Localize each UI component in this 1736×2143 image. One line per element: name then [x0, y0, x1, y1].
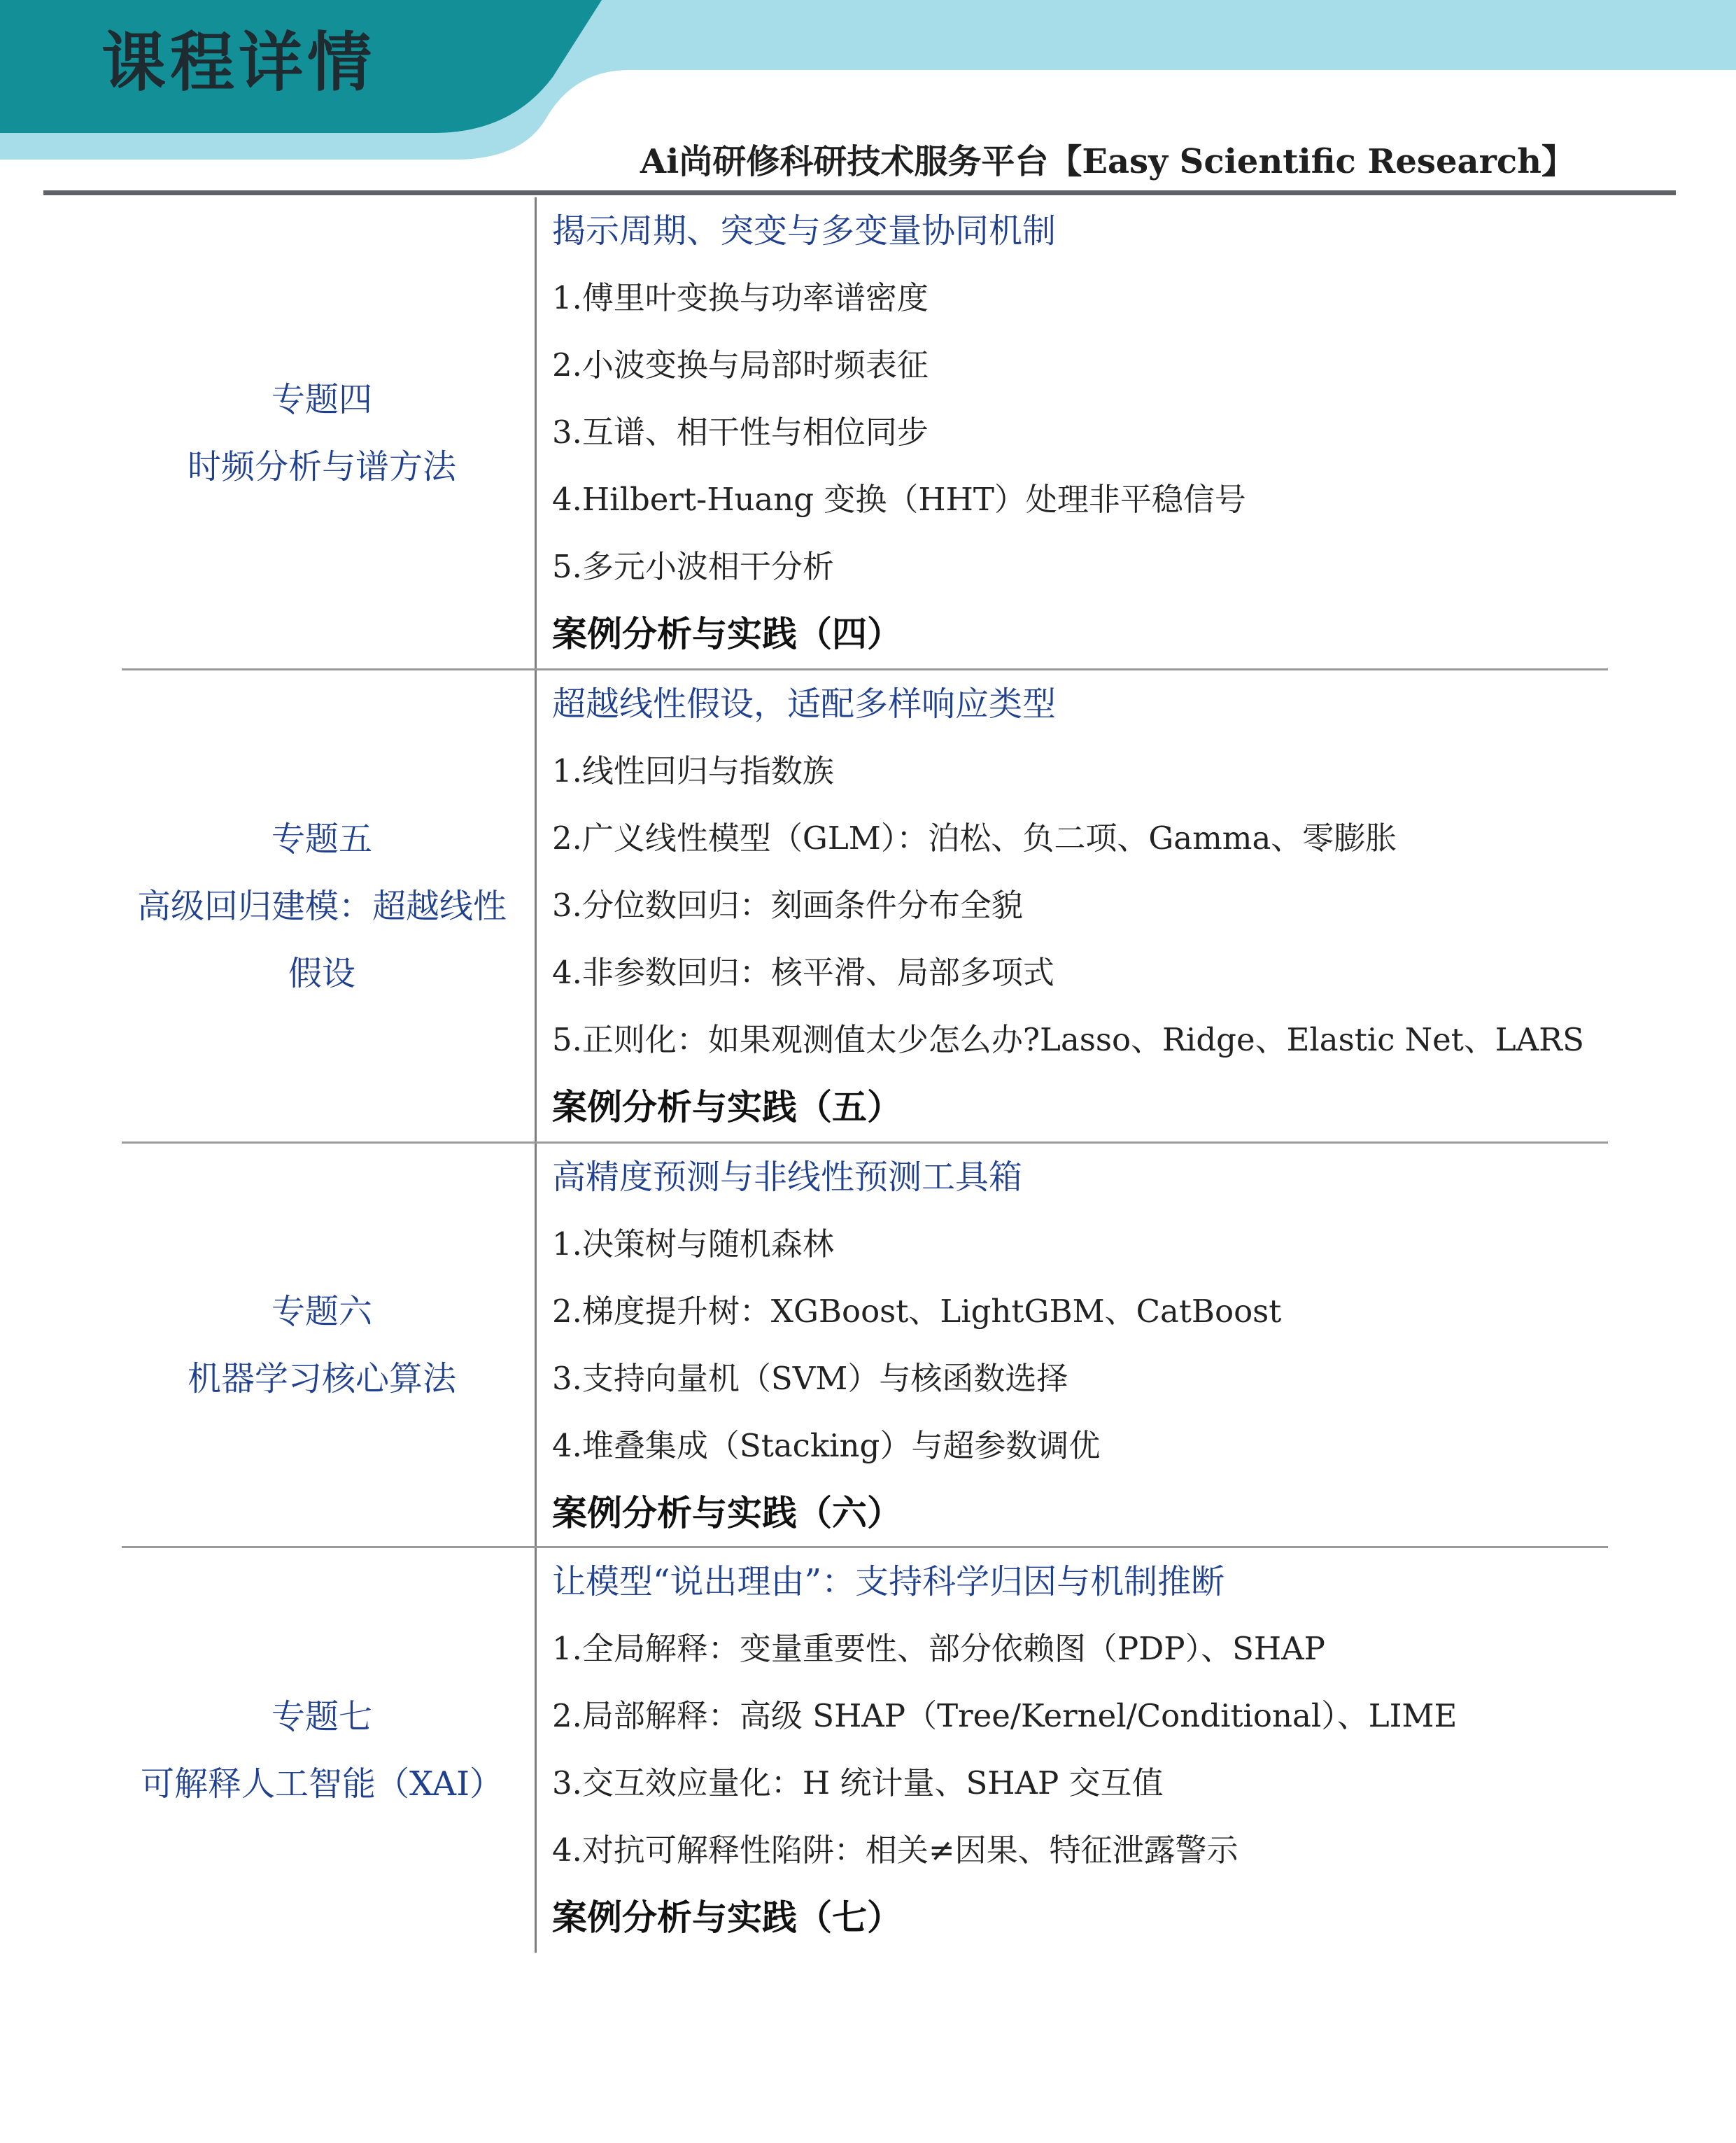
topic-name: 可解释人工智能（XAI） [140, 1764, 504, 1804]
topic-name: 时频分析与谱方法 [187, 447, 456, 486]
content-cell [537, 1144, 1608, 1546]
case-study-heading: 案例分析与实践（七） [552, 1897, 902, 1938]
topic-name: 机器学习核心算法 [187, 1358, 456, 1398]
content-item: 2.小波变换与局部时频表征 [552, 346, 929, 384]
case-study-heading: 案例分析与实践（四） [552, 613, 902, 654]
topic-row-5 [122, 670, 1608, 1144]
content-item: 4.非参数回归：核平滑、局部多项式 [552, 954, 1054, 991]
course-table [122, 197, 1608, 1953]
topic-row-7 [122, 1548, 1608, 1953]
header-divider [43, 190, 1676, 195]
content-item: 5.多元小波相干分析 [552, 548, 834, 585]
topic-number: 专题六 [271, 1291, 372, 1331]
section-subtitle: 高精度预测与非线性预测工具箱 [552, 1158, 1023, 1197]
content-item: 4.对抗可解释性陷阱：相关≠因果、特征泄露警示 [552, 1832, 1239, 1869]
topic-number: 专题七 [271, 1697, 372, 1736]
content-item: 5.正则化：如果观测值太少怎么办?Lasso、Ridge、Elastic Net、LARS [552, 1021, 1584, 1058]
section-subtitle: 超越线性假设，适配多样响应类型 [552, 684, 1057, 724]
content-item: 1.傅里叶变换与功率谱密度 [552, 279, 929, 316]
topic-number: 专题五 [271, 819, 372, 859]
section-subtitle: 让模型“说出理由”：支持科学归因与机制推断 [552, 1562, 1225, 1601]
topic-cell [122, 197, 537, 668]
page-title: 课程详情 [101, 25, 376, 100]
content-item: 3.支持向量机（SVM）与核函数选择 [552, 1360, 1068, 1397]
topic-cell [122, 1144, 537, 1546]
topic-row-6 [122, 1144, 1608, 1548]
content-cell [537, 197, 1608, 668]
content-item: 3.分位数回归：刻画条件分布全貌 [552, 887, 1023, 924]
content-item: 4.堆叠集成（Stacking）与超参数调优 [552, 1427, 1101, 1464]
content-item: 4.Hilbert-Huang 变换（HHT）处理非平稳信号 [552, 481, 1246, 518]
platform-name: Ai尚研修科研技术服务平台【Easy Scientific Research】 [640, 142, 1575, 181]
content-item: 2.广义线性模型（GLM）：泊松、负二项、Gamma、零膨胀 [552, 820, 1397, 857]
content-item: 3.互谱、相干性与相位同步 [552, 414, 929, 451]
case-study-heading: 案例分析与实践（五） [552, 1086, 902, 1127]
content-item: 1.全局解释：变量重要性、部分依赖图（PDP）、SHAP [552, 1630, 1325, 1667]
content-item: 2.局部解释：高级 SHAP（Tree/Kernel/Conditional）、LIME [552, 1697, 1458, 1734]
content-item: 1.决策树与随机森林 [552, 1225, 834, 1263]
topic-number: 专题四 [271, 379, 372, 419]
topic-row-4 [122, 197, 1608, 670]
content-item: 2.梯度提升树：XGBoost、LightGBM、CatBoost [552, 1293, 1282, 1330]
topic-name: 高级回归建模：超越线性假设 [136, 886, 507, 993]
case-study-heading: 案例分析与实践（六） [552, 1492, 902, 1533]
content-cell [537, 670, 1608, 1141]
content-item: 1.线性回归与指数族 [552, 752, 834, 789]
topic-cell [122, 670, 537, 1141]
section-subtitle: 揭示周期、突变与多变量协同机制 [552, 211, 1057, 251]
content-cell [537, 1548, 1608, 1953]
topic-cell [122, 1548, 537, 1953]
content-item: 3.交互效应量化：H 统计量、SHAP 交互值 [552, 1764, 1164, 1801]
